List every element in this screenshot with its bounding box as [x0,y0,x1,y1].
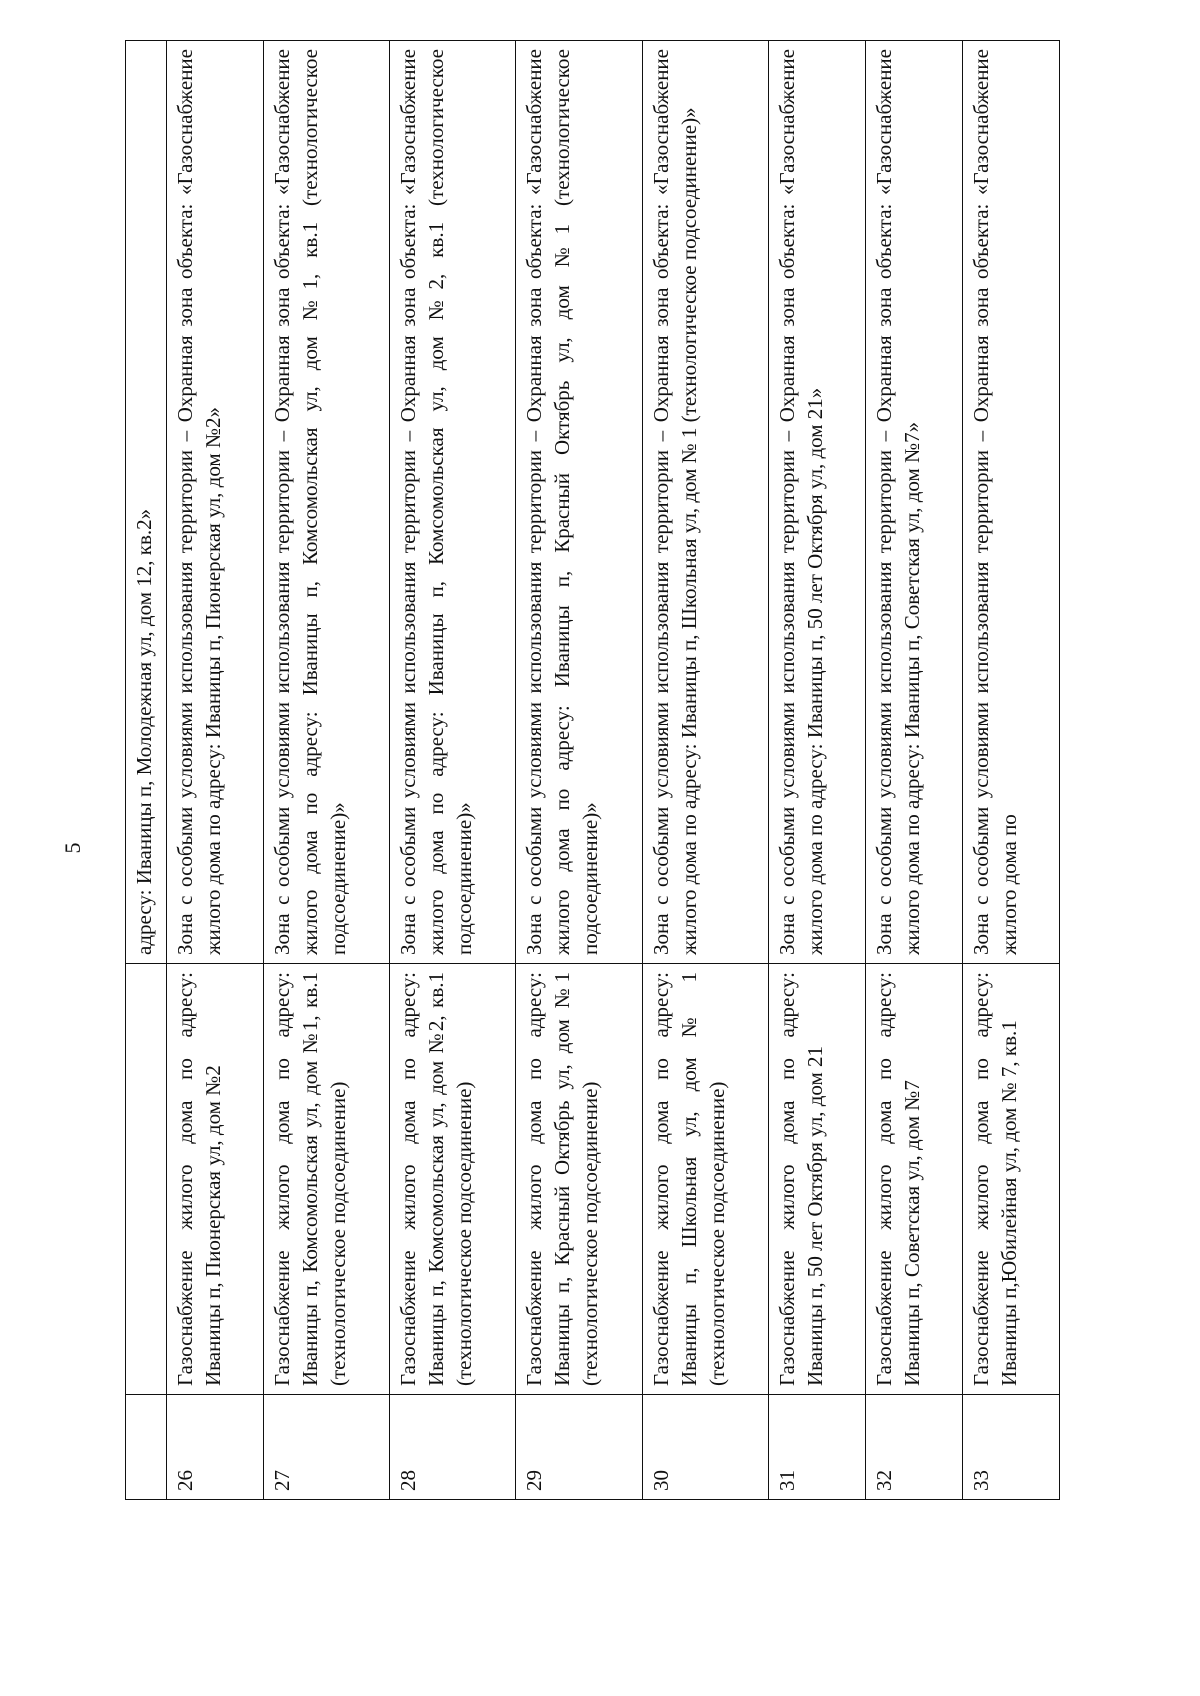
object-name: Газоснабжение жилого дома по адресу: Иваницы п,Юбилейная ул, дом № 7, кв.1 [962,964,1059,1395]
table-row [642,41,768,1500]
table-row [962,41,1059,1500]
table-cell-empty [126,1395,167,1500]
table-row [390,41,516,1500]
object-name: Газоснабжение жилого дома по адресу: Иваницы п, Школьная ул, дом № 1 (технологическое подсоединение) [642,964,768,1395]
zone-description: Зона с особыми условиями использования территории – Охранная зона объекта: «Газоснабжение жилого дома по адресу: Иваницы п, Красный Октябрь ул, дом №1 (технологическое подсоединение)» [516,41,642,964]
table-row-carryover [126,41,167,1500]
row-number: 30 [642,1395,768,1500]
table-cell-empty [126,964,167,1395]
object-name: Газоснабжение жилого дома по адресу: Иваницы п, Красный Октябрь ул, дом №1 (технологическое подсоединение) [516,964,642,1395]
row-number: 31 [768,1395,865,1500]
zone-description: Зона с особыми условиями использования территории – Охранная зона объекта: «Газоснабжение жилого дома по адресу: Иваницы п, Комсомольская ул, дом №2, кв.1 (технологическое подсоединение)» [390,41,516,964]
row-number: 29 [516,1395,642,1500]
table-row [768,41,865,1500]
table-row [166,41,263,1500]
object-name: Газоснабжение жилого дома по адресу: Иваницы п, Советская ул, дом №7 [865,964,962,1395]
rotated-table-container [125,40,1060,1500]
row-number: 32 [865,1395,962,1500]
row-number: 27 [263,1395,389,1500]
zone-description: Зона с особыми условиями использования территории – Охранная зона объекта: «Газоснабжение жилого дома по [962,41,1059,964]
zone-description: Зона с особыми условиями использования территории – Охранная зона объекта: «Газоснабжение жилого дома по адресу: Иваницы п, Советская ул, дом №7» [865,41,962,964]
table-row [263,41,389,1500]
page-number: 5 [60,842,85,854]
zones-table [125,40,1060,1500]
zone-description: Зона с особыми условиями использования территории – Охранная зона объекта: «Газоснабжение жилого дома по адресу: Иваницы п, Комсомольская ул, дом №1, кв.1 (технологическое подсоединение)» [263,41,389,964]
zone-description: Зона с особыми условиями использования территории – Охранная зона объекта: «Газоснабжение жилого дома по адресу: Иваницы п, 50 лет Октября ул, дом 21» [768,41,865,964]
table-row [516,41,642,1500]
zone-description: Зона с особыми условиями использования территории – Охранная зона объекта: «Газоснабжение жилого дома по адресу: Иваницы п, Пионерская ул, дом №2» [166,41,263,964]
row-number: 33 [962,1395,1059,1500]
row-number: 26 [166,1395,263,1500]
object-name: Газоснабжение жилого дома по адресу: Иваницы п, 50 лет Октября ул, дом 21 [768,964,865,1395]
carryover-text: адресу: Иваницы п, Молодежная ул, дом 12, кв.2» [126,41,167,964]
object-name: Газоснабжение жилого дома по адресу: Иваницы п, Комсомольская ул, дом №1, кв.1 (технологическое подсоединение) [263,964,389,1395]
object-name: Газоснабжение жилого дома по адресу: Иваницы п, Комсомольская ул, дом №2, кв.1 (технологическое подсоединение) [390,964,516,1395]
zone-description: Зона с особыми условиями использования территории – Охранная зона объекта: «Газоснабжение жилого дома по адресу: Иваницы п, Школьная ул, дом № 1 (технологическое подсоединение)» [642,41,768,964]
object-name: Газоснабжение жилого дома по адресу: Иваницы п, Пионерская ул, дом №2 [166,964,263,1395]
table-row [865,41,962,1500]
row-number: 28 [390,1395,516,1500]
